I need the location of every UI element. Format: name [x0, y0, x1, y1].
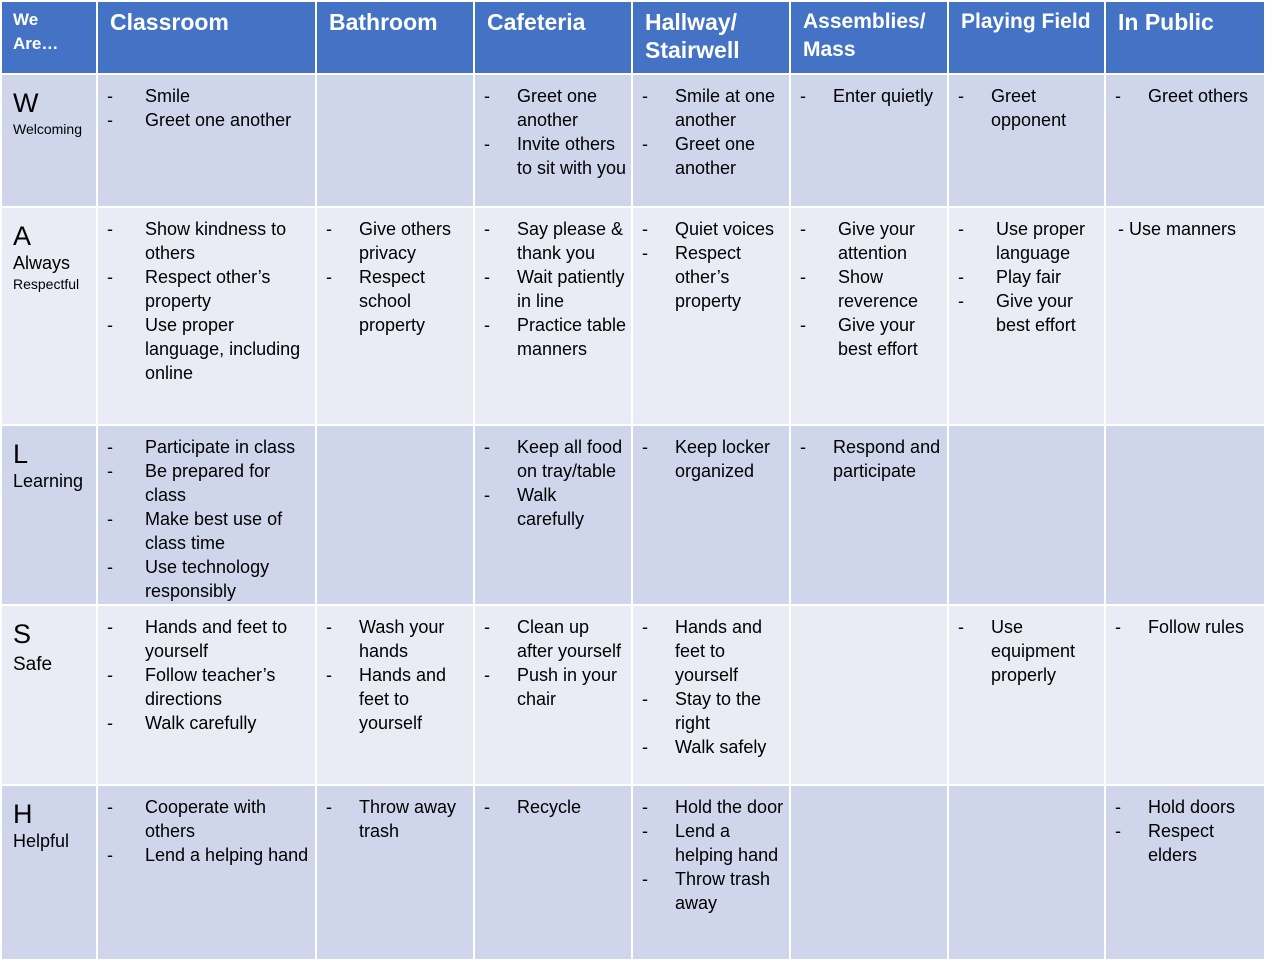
row-letter: W: [13, 88, 39, 118]
list-item: - Give your attention: [800, 217, 943, 265]
list-item: - Participate in class: [107, 435, 311, 459]
cell-welcoming-playing-field: [948, 74, 1105, 207]
cell-learning-classroom: [97, 425, 316, 605]
cell-learning-assemblies: [790, 425, 948, 605]
row-value: Always: [13, 253, 71, 273]
cell-helpful-cafeteria: [474, 785, 632, 960]
column-header-label: Bathroom: [329, 9, 438, 35]
list-item: - Show reverence: [800, 265, 943, 313]
list-item: - Use proper language: [958, 217, 1100, 265]
row-header-safe: [1, 605, 97, 785]
cell-welcoming-assemblies: [790, 74, 948, 207]
column-header-label: Classroom: [110, 9, 229, 35]
list-item: - Respect school property: [326, 265, 469, 337]
cell-welcoming-cafeteria: [474, 74, 632, 207]
list-item: - Wait patiently in line: [484, 265, 627, 313]
corner-line-2: Are…: [13, 34, 59, 53]
column-header-in-public: [1105, 1, 1265, 74]
column-header-label: Assemblies/: [803, 10, 926, 33]
list-item: - Respect other’s property: [642, 241, 785, 313]
list-item: - Walk carefully: [107, 711, 311, 735]
list-item: - Throw trash away: [642, 867, 785, 915]
list-item: - Invite others to sit with you: [484, 132, 627, 180]
cell-helpful-assemblies: [790, 785, 948, 960]
row-header-welcoming: [1, 74, 97, 207]
cell-safe-playing-field: [948, 605, 1105, 785]
column-header-label: Hallway/: [645, 9, 738, 35]
row-letter: H: [13, 799, 33, 829]
column-header-label: Cafeteria: [487, 9, 586, 35]
cell-safe-hallway: [632, 605, 790, 785]
list-item: - Wash your hands: [326, 615, 469, 663]
cell-respectful-assemblies: [790, 207, 948, 425]
list-item: - Use manners: [1118, 219, 1237, 239]
cell-welcoming-classroom: [97, 74, 316, 207]
list-item: - Hands and feet to yourself: [326, 663, 469, 735]
row-learning: [1, 425, 1265, 605]
column-header-label-line-2: Mass: [803, 38, 856, 61]
row-letter: L: [13, 439, 29, 469]
row-safe: [1, 605, 1265, 785]
list-item: - Make best use of class time: [107, 507, 311, 555]
cell-respectful-hallway: [632, 207, 790, 425]
column-header-bathroom: [316, 1, 474, 74]
list-item: - Lend a helping hand: [107, 843, 311, 867]
cell-helpful-bathroom: [316, 785, 474, 960]
row-header-always-respectful: [1, 207, 97, 425]
list-item: - Say please & thank you: [484, 217, 627, 265]
cell-helpful-in-public: [1105, 785, 1265, 960]
cell-helpful-hallway: [632, 785, 790, 960]
list-item: - Use equipment properly: [958, 615, 1100, 687]
cell-respectful-classroom: [97, 207, 316, 425]
cell-safe-cafeteria: [474, 605, 632, 785]
cell-safe-in-public: [1105, 605, 1265, 785]
row-header-helpful: [1, 785, 97, 960]
list-item: - Give your best effort: [800, 313, 943, 361]
column-header-hallway-stairwell: [632, 1, 790, 74]
column-header-assemblies-mass: [790, 1, 948, 74]
column-header-label: In Public: [1118, 9, 1214, 35]
list-item: - Keep all food on tray/table: [484, 435, 627, 483]
cell-safe-assemblies: [790, 605, 948, 785]
row-value: Safe: [13, 654, 53, 675]
list-item: - Quiet voices: [642, 217, 785, 241]
list-item: - Push in your chair: [484, 663, 627, 711]
row-value: Welcoming: [13, 121, 82, 137]
list-item: - Play fair: [958, 265, 1100, 289]
cell-learning-in-public: [1105, 425, 1265, 605]
cell-safe-bathroom: [316, 605, 474, 785]
row-value: Learning: [13, 471, 84, 491]
cell-respectful-in-public: [1105, 207, 1265, 425]
list-item: - Give others privacy: [326, 217, 469, 265]
cell-welcoming-hallway: [632, 74, 790, 207]
list-item: - Greet one another: [107, 108, 311, 132]
list-item: - Greet one another: [484, 84, 627, 132]
row-always-respectful: [1, 207, 1265, 425]
cell-safe-classroom: [97, 605, 316, 785]
header-row: [1, 1, 1265, 74]
list-item: - Walk safely: [642, 735, 785, 759]
cell-learning-playing-field: [948, 425, 1105, 605]
cell-learning-bathroom: [316, 425, 474, 605]
list-item: - Hold doors: [1115, 795, 1260, 819]
cell-respectful-playing-field: [948, 207, 1105, 425]
list-item: - Enter quietly: [800, 84, 943, 108]
list-item: - Practice table manners: [484, 313, 627, 361]
column-header-playing-field: [948, 1, 1105, 74]
row-helpful: [1, 785, 1265, 960]
list-item: - Greet opponent: [958, 84, 1100, 132]
list-item: - Give your best effort: [958, 289, 1100, 337]
list-item: - Follow rules: [1115, 615, 1260, 639]
cell-welcoming-in-public: [1105, 74, 1265, 207]
column-header-label: Playing Field: [961, 10, 1091, 33]
list-item: - Use proper language, including online: [107, 313, 311, 385]
list-item: - Throw away trash: [326, 795, 469, 843]
list-item: - Hands and feet to yourself: [107, 615, 311, 663]
corner-line-1: We: [13, 10, 39, 29]
cell-respectful-cafeteria: [474, 207, 632, 425]
list-item: - Use technology responsibly: [107, 555, 311, 603]
cell-respectful-bathroom: [316, 207, 474, 425]
row-value-line-2: Respectful: [13, 276, 80, 292]
column-header-cafeteria: [474, 1, 632, 74]
cell-welcoming-bathroom: [316, 74, 474, 207]
cell-helpful-classroom: [97, 785, 316, 960]
list-item: - Smile at one another: [642, 84, 785, 132]
cell-learning-hallway: [632, 425, 790, 605]
list-item: - Lend a helping hand: [642, 819, 785, 867]
list-item: - Hold the door: [642, 795, 785, 819]
column-header-label-line-2: Stairwell: [645, 37, 740, 63]
list-item: - Show kindness to others: [107, 217, 311, 265]
cell-learning-cafeteria: [474, 425, 632, 605]
row-letter: S: [13, 619, 32, 649]
row-header-learning: [1, 425, 97, 605]
list-item: - Smile: [107, 84, 311, 108]
list-item: - Hands and feet to yourself: [642, 615, 785, 687]
list-item: - Walk carefully: [484, 483, 627, 531]
list-item: - Greet others: [1115, 84, 1260, 108]
list-item: - Greet one another: [642, 132, 785, 180]
cell-helpful-playing-field: [948, 785, 1105, 960]
list-item: - Cooperate with others: [107, 795, 311, 843]
row-value: Helpful: [13, 831, 70, 851]
header-corner: [1, 1, 97, 74]
list-item: - Respect other’s property: [107, 265, 311, 313]
row-welcoming: [1, 74, 1265, 207]
list-item: - Recycle: [484, 795, 627, 819]
list-item: - Stay to the right: [642, 687, 785, 735]
list-item: - Keep locker organized: [642, 435, 785, 483]
list-item: - Clean up after yourself: [484, 615, 627, 663]
list-item: - Respond and participate: [800, 435, 943, 483]
list-item: - Follow teacher’s directions: [107, 663, 311, 711]
list-item: - Be prepared for class: [107, 459, 311, 507]
column-header-classroom: [97, 1, 316, 74]
row-letter: A: [13, 221, 32, 251]
list-item: - Respect elders: [1115, 819, 1260, 867]
